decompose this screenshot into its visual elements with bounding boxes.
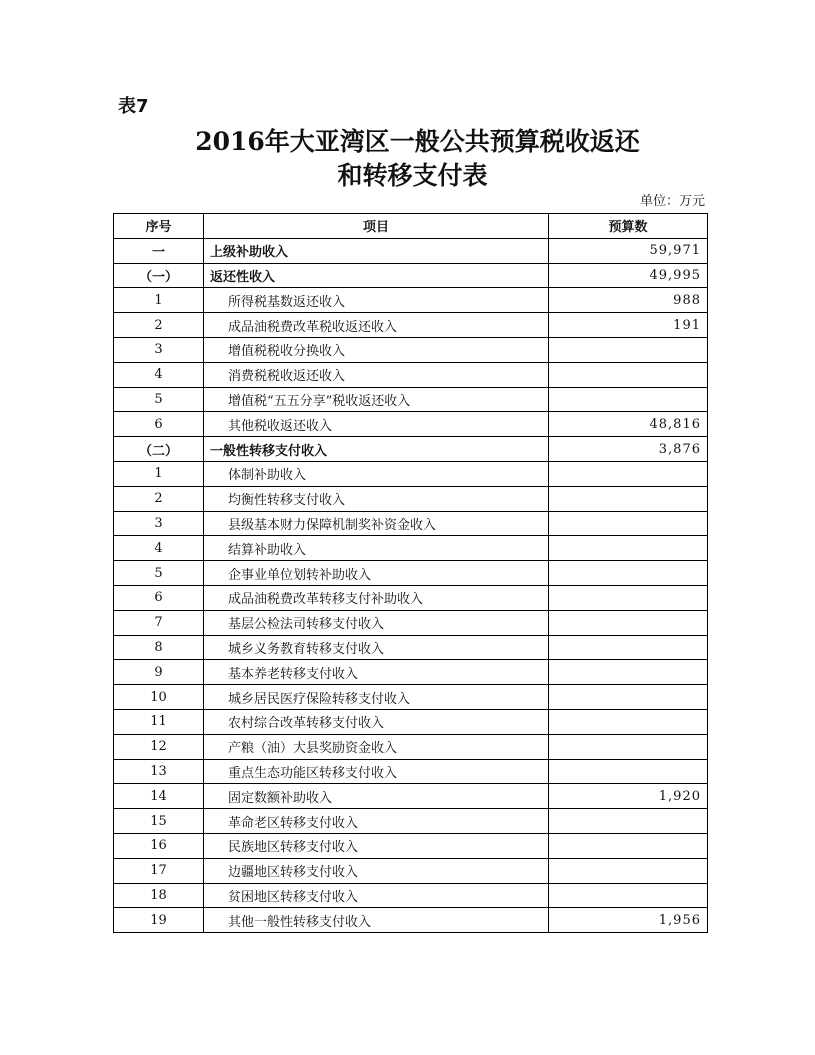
row-amount — [549, 337, 708, 362]
table-row — [114, 784, 708, 809]
row-amount: 48,816 — [549, 412, 708, 437]
row-amount — [549, 461, 708, 486]
table-row — [114, 585, 708, 610]
row-item: 返还性收入 — [204, 263, 549, 288]
table-row — [114, 437, 708, 462]
header-amount: 预算数 — [549, 214, 708, 239]
row-item: 革命老区转移支付收入 — [204, 809, 549, 834]
row-number: 16 — [114, 833, 204, 858]
row-number: 14 — [114, 784, 204, 809]
row-number: 10 — [114, 685, 204, 710]
row-amount: 988 — [549, 288, 708, 313]
row-number: 15 — [114, 809, 204, 834]
row-number: 8 — [114, 635, 204, 660]
table-row — [114, 858, 708, 883]
table-row — [114, 709, 708, 734]
table-row — [114, 883, 708, 908]
row-amount — [549, 660, 708, 685]
row-number: （一） — [114, 263, 204, 288]
row-item: 均衡性转移支付收入 — [204, 486, 549, 511]
table-row — [114, 313, 708, 338]
row-item: 成品油税费改革转移支付补助收入 — [204, 585, 549, 610]
row-item: 基本养老转移支付收入 — [204, 660, 549, 685]
unit-label: 单位：万元 — [639, 194, 705, 209]
row-item: 企事业单位划转补助收入 — [204, 561, 549, 586]
row-amount — [549, 387, 708, 412]
row-amount — [549, 561, 708, 586]
row-amount — [549, 734, 708, 759]
row-amount — [549, 685, 708, 710]
table-row — [114, 635, 708, 660]
row-amount — [549, 610, 708, 635]
table-row — [114, 908, 708, 933]
row-item: 增值税税收分换收入 — [204, 337, 549, 362]
row-number: 一 — [114, 238, 204, 263]
row-amount — [549, 362, 708, 387]
table-row — [114, 759, 708, 784]
row-amount: 49,995 — [549, 263, 708, 288]
row-item: 所得税基数返还收入 — [204, 288, 549, 313]
table-row — [114, 461, 708, 486]
row-amount — [549, 511, 708, 536]
row-item: 体制补助收入 — [204, 461, 549, 486]
row-number: 4 — [114, 362, 204, 387]
row-number: 19 — [114, 908, 204, 933]
table-row — [114, 362, 708, 387]
row-number: 6 — [114, 585, 204, 610]
table-row — [114, 412, 708, 437]
row-amount — [549, 635, 708, 660]
table-row — [114, 660, 708, 685]
table-row — [114, 536, 708, 561]
header-item: 项目 — [204, 214, 549, 239]
budget-table — [113, 213, 708, 933]
row-item: 贫困地区转移支付收入 — [204, 883, 549, 908]
table-row — [114, 734, 708, 759]
row-amount — [549, 833, 708, 858]
row-number: 17 — [114, 858, 204, 883]
table-header-row — [114, 214, 708, 239]
row-number: （二） — [114, 437, 204, 462]
row-number: 11 — [114, 709, 204, 734]
row-item: 重点生态功能区转移支付收入 — [204, 759, 549, 784]
row-number: 2 — [114, 486, 204, 511]
table-row — [114, 610, 708, 635]
table-row — [114, 387, 708, 412]
row-amount: 191 — [549, 313, 708, 338]
row-item: 城乡居民医疗保险转移支付收入 — [204, 685, 549, 710]
row-number: 9 — [114, 660, 204, 685]
row-number: 3 — [114, 337, 204, 362]
row-item: 消费税税收返还收入 — [204, 362, 549, 387]
table-row — [114, 263, 708, 288]
row-number: 4 — [114, 536, 204, 561]
row-amount — [549, 809, 708, 834]
row-item: 其他税收返还收入 — [204, 412, 549, 437]
row-amount: 3,876 — [549, 437, 708, 462]
table-row — [114, 561, 708, 586]
row-item: 县级基本财力保障机制奖补资金收入 — [204, 511, 549, 536]
row-amount: 1,956 — [549, 908, 708, 933]
row-number: 12 — [114, 734, 204, 759]
row-amount — [549, 585, 708, 610]
table-row — [114, 685, 708, 710]
row-amount — [549, 709, 708, 734]
table-row — [114, 809, 708, 834]
row-item: 一般性转移支付收入 — [204, 437, 549, 462]
row-item: 城乡义务教育转移支付收入 — [204, 635, 549, 660]
row-item: 基层公检法司转移支付收入 — [204, 610, 549, 635]
row-number: 3 — [114, 511, 204, 536]
table-label: 表7 — [118, 96, 149, 117]
row-item: 农村综合改革转移支付收入 — [204, 709, 549, 734]
row-amount — [549, 883, 708, 908]
row-amount: 1,920 — [549, 784, 708, 809]
row-number: 18 — [114, 883, 204, 908]
row-item: 边疆地区转移支付收入 — [204, 858, 549, 883]
table-row — [114, 486, 708, 511]
row-amount: 59,971 — [549, 238, 708, 263]
row-item: 固定数额补助收入 — [204, 784, 549, 809]
row-number: 1 — [114, 288, 204, 313]
row-amount — [549, 486, 708, 511]
row-item: 上级补助收入 — [204, 238, 549, 263]
row-number: 13 — [114, 759, 204, 784]
row-item: 其他一般性转移支付收入 — [204, 908, 549, 933]
row-number: 5 — [114, 561, 204, 586]
row-number: 2 — [114, 313, 204, 338]
table-row — [114, 511, 708, 536]
table-row — [114, 288, 708, 313]
table-row — [114, 238, 708, 263]
row-amount — [549, 858, 708, 883]
row-item: 民族地区转移支付收入 — [204, 833, 549, 858]
row-number: 7 — [114, 610, 204, 635]
row-item: 产粮（油）大县奖励资金收入 — [204, 734, 549, 759]
row-number: 1 — [114, 461, 204, 486]
row-amount — [549, 759, 708, 784]
row-amount — [549, 536, 708, 561]
row-item: 结算补助收入 — [204, 536, 549, 561]
page-title: 2016年大亚湾区一般公共预算税收返还 — [195, 127, 640, 156]
page-title-line2: 和转移支付表 — [337, 161, 488, 190]
row-item: 增值税“五五分享”税收返还收入 — [204, 387, 549, 412]
table-row — [114, 337, 708, 362]
row-number: 6 — [114, 412, 204, 437]
table-row — [114, 833, 708, 858]
row-item: 成品油税费改革税收返还收入 — [204, 313, 549, 338]
row-number: 5 — [114, 387, 204, 412]
header-no: 序号 — [114, 214, 204, 239]
